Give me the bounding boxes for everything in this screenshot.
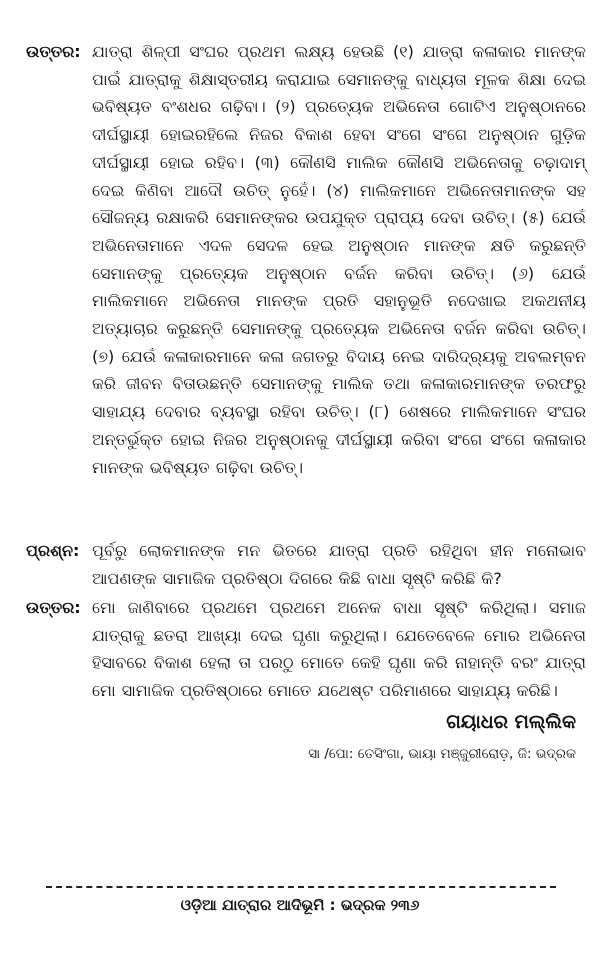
page-footer: ଓଡ଼ିଆ ଯାତ୍ରାର ଆଦିଭୂମି : ଭଦ୍ରକ ୨୩୬ bbox=[180, 896, 420, 914]
answer-label: ଉତ୍ତର: bbox=[26, 42, 81, 61]
answer-block-2 bbox=[26, 594, 586, 705]
question-label: ପ୍ରଶ୍ନ: bbox=[26, 541, 80, 560]
footer-divider bbox=[46, 886, 556, 888]
question-block bbox=[26, 537, 586, 592]
answer-block-1 bbox=[26, 38, 586, 481]
answer-label: ଉତ୍ତର: bbox=[26, 598, 81, 617]
answer-text: ଯାତ୍ରା ଶିଳ୍ପୀ ସଂଘର ପ୍ରଥମ ଲକ୍ଷ୍ୟ ହେଉଛି (୧) ଯାତ୍ରା କଳାକାର ମାନଙ୍କ ପାଇଁ ଯାତ୍ରାକୁ ଶିକ୍ଷାସ୍ତରୀୟ କରାଯାଇ ସେମାନଙ୍କୁ ବାଧ୍ୟତା ମୂଳକ ଶିକ୍ଷା ଦେଇ ଭବିଷ୍ୟତ ବଂଶଧର ଗଢ଼ିବା। (୨) ପ୍ରତ୍ୟେକ ଅଭିନେତା ଗୋଟିଏ ଅନୁଷ୍ଠାନରେ ଦୀର୍ଘସ୍ଥାୟୀ ହୋଇରହିଲେ ନିଜର ବିକାଶ ହେବା ସଂଗେ ସଂଗେ ଅନୁଷ୍ଠାନ ଗୁଡ଼ିକ ଦୀର୍ଘସ୍ଥାୟୀ ହୋଇ ରହିବ। (୩) କୌଣସି ମାଲିକ କୌଣସି ଅଭିନେତାକୁ ଚଢ଼ାଦାମ୍ ଦେଇ କିଣିବା ଆଦୌ ଉଚିତ୍ ନୁହେଁ। (୪) ମାଲିକମାନେ ଅଭିନେତାମାନଙ୍କ ସହ ସୌଜନ୍ୟ ରକ୍ଷାକରି ସେମାନଙ୍କର ଉପଯୁକ୍ତ ପ୍ରାପ୍ୟ ଦେବା ଉଚିତ୍। (୫) ଯେଉଁ ଅଭିନେତାମାନେ ଏଦଳ ସେଦଳ ହେଇ ଅନୁଷ୍ଠାନ ମାନଙ୍କ କ୍ଷତି କରୁଛନ୍ତି ସେମାନଙ୍କୁ ପ୍ରତ୍ୟେକ ଅନୁଷ୍ଠାନ ବର୍ଜନ କରିବା ଉଚିତ୍। (୬) ଯେଉଁ ମାଲିକମାନେ ଅଭିନେତା ମାନଙ୍କ ପ୍ରତି ସହାନୁଭୂତି ନଦେଖାଇ ଅକଥନୀୟ ଅତ୍ୟାଚାର କରୁଛନ୍ତି ସେମାନଙ୍କୁ ପ୍ରତ୍ୟେକ ଅଭିନେତା ବର୍ଜନ କରିବା ଉଚିତ୍। (୭) ଯେଉଁ କଳାକାରମାନେ କଳା ଜଗତରୁ ବିଦାୟ ନେଇ ଦାରିଦ୍ର୍ୟକୁ ଅବଲମ୍ବନ କରି ଜୀବନ ବିତାଉଛନ୍ତି ସେମାନଙ୍କୁ ମାଲିକ ତଥା କଳାକାରମାନଙ୍କ ତରଫରୁ ସାହାଯ୍ୟ ଦେବାର ବ୍ୟବସ୍ଥା ରହିବା ଉଚିତ୍। (୮) ଶେଷରେ ମାଲିକମାନେ ସଂଘର ଅନ୍ତର୍ଭୁକ୍ତ ହୋଇ ନିଜର ଅନୁଷ୍ଠାନକୁ ଦୀର୍ଘସ୍ଥାୟୀ କରିବା ସଂଗେ ସଂଗେ କଳାକାର ମାନଙ୍କ ଭବିଷ୍ୟତ ଗଢ଼ିବା ଉଚିତ୍। bbox=[92, 42, 586, 477]
signature-name: ଗୟାଧର ମଲ୍ଲିକ bbox=[446, 711, 576, 733]
answer-text: ମୋ ଜାଣିବାରେ ପ୍ରଥମେ ପ୍ରଥମେ ଅନେକ ବାଧା ସୃଷ୍ଟି କରିଥିଲା। ସମାଜ ଯାତ୍ରାକୁ ଛତରା ଆଖ୍ୟା ଦେଇ ଘୃଣା କରୁଥିଲା। ଯେତେବେଳେ ମୋର ଅଭିନେତା ହିସାବରେ ବିକାଶ ହେଲା ତା ପରଠୁ ମୋତେ କେହି ଘୃଣା କରି ନାହାନ୍ତି ବରଂ ଯାତ୍ରା ମୋ ସାମାଜିକ ପ୍ରତିଷ୍ଠାରେ ମୋତେ ଯଥେଷ୍ଟ ପରିମାଣରେ ସାହାଯ୍ୟ କରିଛି। bbox=[92, 598, 586, 701]
signature-address: ସା /ପୋ: ତେସିଂଗା, ଭାୟା ମଞ୍ଜୁରୀରୋଡ଼, ଜି: ଭଦ୍ରକ bbox=[308, 746, 576, 762]
question-text: ପୂର୍ବରୁ ଲୋକମାନଙ୍କ ମନ ଭିତରେ ଯାତ୍ରା ପ୍ରତି ରହିଥିବା ହୀନ ମନୋଭାବ ଆପଣଙ୍କ ସାମାଜିକ ପ୍ରତିଷ୍ଠା ଦିଗରେ କିଛି ବାଧା ସୃଷ୍ଟି କରିଛି କି? bbox=[92, 541, 586, 588]
